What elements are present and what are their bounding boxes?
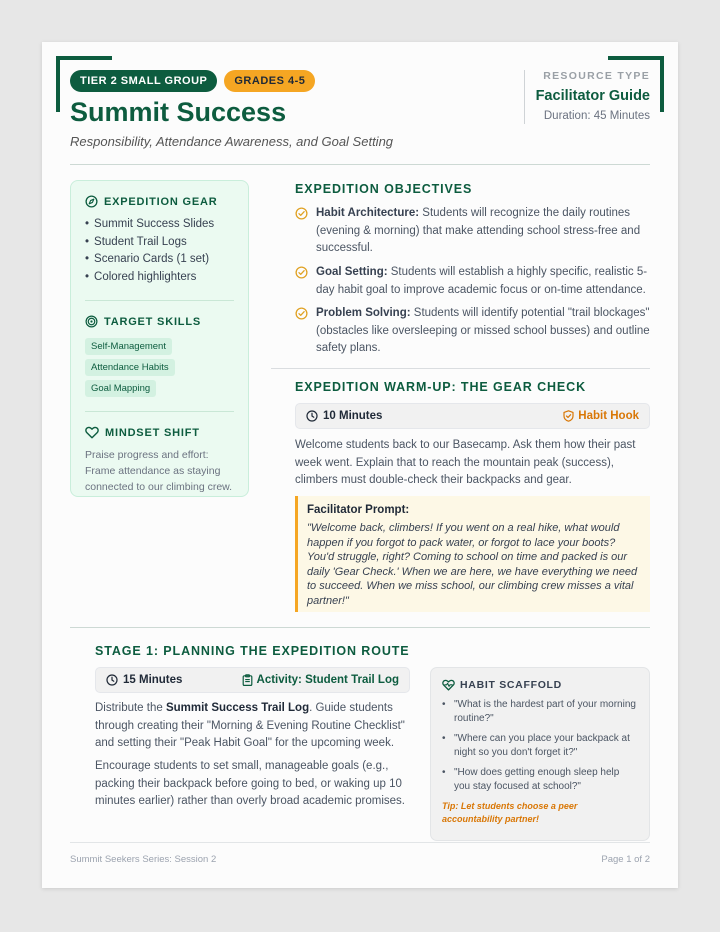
grades-badge: GRADES 4-5 (224, 70, 315, 92)
list-item: • "How does getting enough sleep help you stay focused at school?" (442, 766, 638, 794)
objective-item (295, 305, 650, 358)
habit-scaffold-box (430, 667, 650, 841)
objective-item (295, 205, 650, 258)
list-item: • Scenario Cards (1 set) (85, 251, 234, 269)
objective-item (295, 264, 650, 299)
skills-heading (85, 315, 234, 328)
stage1-time: 15 Minutes (123, 674, 183, 686)
stage-divider (70, 627, 650, 628)
stage1-paragraph-2: Encourage students to set small, manageable goals (e.g., packing their backpack before going to bed, or waking up 10 minutes earlier) rather than overly broad academic promises. (95, 760, 405, 807)
facilitator-prompt-box (295, 496, 650, 612)
mindset-heading (85, 426, 234, 439)
objectives-title: EXPEDITION OBJECTIVES (295, 182, 473, 196)
gear-heading (85, 195, 234, 208)
stage1-time-bar (95, 667, 410, 693)
objective-label: Goal Setting: (316, 266, 388, 278)
resource-type-value: Facilitator Guide (535, 88, 650, 104)
prompt-text: "Welcome back, climbers! If you went on a real hike, what would happen if you forgot to pack water, or forgot to lace your boots? You'd struggle, right? Coming to school on time and packed is our daily 'Gear Check.' When we are here, we have everything we need to succeed. When we miss school, our climbing crew misses a vital partner!" (307, 522, 638, 607)
scaffold-heading (442, 679, 638, 691)
check-circle-icon (295, 264, 308, 299)
resource-type-box (524, 70, 650, 124)
duration-text: Duration: 45 Minutes (543, 110, 650, 122)
section-divider (271, 368, 650, 369)
target-icon (85, 315, 98, 328)
gear-title: EXPEDITION GEAR (104, 195, 218, 208)
stage1-paragraph-1: Distribute the Summit Success Trail Log. Guide students through creating their "Morning & Evening Routine Checklist" and setting their "Peak Habit Goal" for the upcoming week. (95, 702, 405, 749)
skill-tag: Self-Management (85, 338, 172, 355)
warmup-tag: Habit Hook (578, 410, 639, 422)
skills-title: TARGET SKILLS (104, 315, 201, 328)
sidebar-divider (85, 411, 234, 412)
resource-type-label: RESOURCE TYPE (543, 70, 650, 82)
list-item: • "What is the hardest part of your morning routine?" (442, 698, 638, 726)
shield-check-icon (563, 410, 574, 422)
stage1-title: STAGE 1: PLANNING THE EXPEDITION ROUTE (95, 644, 410, 658)
mindset-title: MINDSET SHIFT (105, 426, 200, 439)
scaffold-tip: Tip: Let students choose a peer accountability partner! (442, 801, 578, 824)
page-footer (70, 854, 650, 865)
objective-label: Problem Solving: (316, 307, 411, 319)
page-subtitle: Responsibility, Attendance Awareness, and Goal Setting (70, 134, 394, 149)
objective-text: Students will identify potential "trail blockages" (obstacles like oversleeping or missed school busses) and outline safety plans. (316, 307, 650, 354)
objective-text: Students will establish a highly specific, realistic 5-day habit goal to improve academic focus or on-time attendance. (316, 266, 648, 296)
scaffold-list (442, 698, 638, 794)
objective-label: Habit Architecture: (316, 207, 420, 219)
trail-log-name: Summit Success Trail Log (165, 702, 310, 714)
clipboard-icon (242, 674, 253, 686)
check-circle-icon (295, 305, 308, 358)
scaffold-title: HABIT SCAFFOLD (460, 679, 562, 691)
clock-icon (106, 674, 118, 686)
clock-icon (306, 410, 318, 422)
document-page (42, 42, 678, 888)
footer-series: Summit Seekers Series: Session 2 (70, 854, 217, 865)
badge-row (70, 70, 315, 92)
list-item: • "Where can you place your backpack at night so you don't forget it?" (442, 732, 638, 760)
page-title: Summit Success (70, 97, 287, 127)
skill-tag: Attendance Habits (85, 359, 175, 376)
warmup-time-bar (295, 403, 650, 429)
header-divider (70, 164, 650, 165)
heart-icon (85, 426, 99, 439)
tier-badge: TIER 2 SMALL GROUP (70, 70, 217, 92)
compass-icon (85, 195, 98, 208)
gear-list (85, 216, 234, 286)
page-number: Page 1 of 2 (601, 854, 650, 865)
skills-tags (85, 334, 234, 397)
sidebar-divider (85, 300, 234, 301)
warmup-time: 10 Minutes (323, 410, 383, 422)
prompt-label: Facilitator Prompt: (307, 504, 410, 516)
skill-tag: Goal Mapping (85, 380, 156, 397)
list-item: • Colored highlighters (85, 269, 234, 287)
check-circle-icon (295, 205, 308, 258)
objective-text: Students will recognize the daily routines (evening & morning) that make attending school stress-free and successful. (316, 207, 641, 254)
list-item: • Summit Success Slides (85, 216, 234, 234)
heart-pulse-icon (442, 679, 455, 691)
list-item: • Student Trail Logs (85, 234, 234, 252)
sidebar-panel (70, 180, 249, 497)
mindset-text: Praise progress and effort: Frame attendance as staying connected to our climbing crew. (85, 449, 233, 493)
stage1-activity: Activity: Student Trail Log (256, 674, 399, 686)
footer-divider (70, 842, 650, 843)
warmup-title: EXPEDITION WARM-UP: THE GEAR CHECK (295, 380, 587, 394)
warmup-body: Welcome students back to our Basecamp. Ask them how their past week went. Explain that to reach the mountain peak (success), climbers must double-check their backpacks and gear. (295, 439, 636, 486)
